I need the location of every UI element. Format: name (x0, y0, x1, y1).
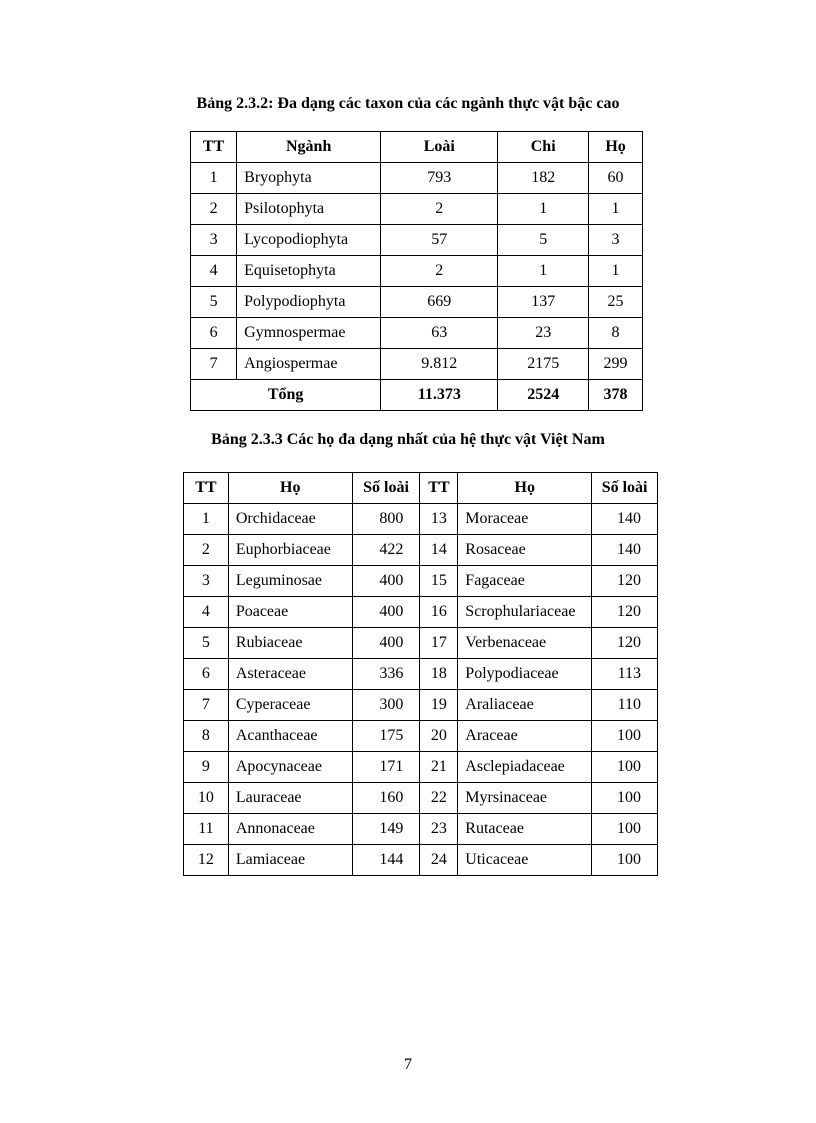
cell-ho-right: Asclepiadaceae (458, 752, 592, 783)
header-ho-left: Họ (228, 473, 352, 504)
cell-tt: 4 (191, 256, 237, 287)
taxon-diversity-table (190, 131, 643, 411)
cell-tt-right: 22 (420, 783, 458, 814)
cell-ho-right: Myrsinaceae (458, 783, 592, 814)
table-row (191, 194, 643, 225)
cell-ho-right: Fagaceae (458, 566, 592, 597)
cell-ho-left: Poaceae (228, 597, 352, 628)
cell-so-loai-right: 140 (592, 504, 658, 535)
cell-chi: 1 (498, 194, 589, 225)
table-row (184, 659, 658, 690)
cell-so-loai-left: 144 (352, 845, 420, 876)
cell-so-loai-right: 113 (592, 659, 658, 690)
cell-so-loai-left: 400 (352, 566, 420, 597)
header-ho-right: Họ (458, 473, 592, 504)
cell-ho: 1 (589, 194, 643, 225)
cell-loai: 793 (381, 163, 498, 194)
cell-so-loai-left: 336 (352, 659, 420, 690)
cell-tt-right: 23 (420, 814, 458, 845)
cell-tt-right: 16 (420, 597, 458, 628)
header-tt-left: TT (184, 473, 229, 504)
table2-caption: Bảng 2.3.3 Các họ đa dạng nhất của hệ thực vật Việt Nam (211, 431, 605, 448)
header-so-loai-right: Số loài (592, 473, 658, 504)
cell-so-loai-right: 100 (592, 845, 658, 876)
cell-tt-left: 4 (184, 597, 229, 628)
cell-tt: 6 (191, 318, 237, 349)
cell-chi: 23 (498, 318, 589, 349)
cell-chi: 182 (498, 163, 589, 194)
cell-chi: 5 (498, 225, 589, 256)
cell-ho-left: Leguminosae (228, 566, 352, 597)
cell-so-loai-right: 100 (592, 721, 658, 752)
cell-loai: 669 (381, 287, 498, 318)
cell-ho-left: Rubiaceae (228, 628, 352, 659)
header-so-loai-left: Số loài (352, 473, 420, 504)
cell-tt: 1 (191, 163, 237, 194)
cell-so-loai-right: 140 (592, 535, 658, 566)
cell-ho-left: Apocynaceae (228, 752, 352, 783)
table-row (184, 597, 658, 628)
cell-chi: 2175 (498, 349, 589, 380)
cell-tt-right: 13 (420, 504, 458, 535)
cell-nganh: Lycopodiophyta (237, 225, 381, 256)
cell-ho-right: Verbenaceae (458, 628, 592, 659)
cell-nganh: Bryophyta (237, 163, 381, 194)
cell-tt-right: 24 (420, 845, 458, 876)
table-row (184, 814, 658, 845)
cell-so-loai-left: 400 (352, 628, 420, 659)
cell-nganh: Gymnospermae (237, 318, 381, 349)
cell-ho: 25 (589, 287, 643, 318)
cell-so-loai-right: 100 (592, 752, 658, 783)
cell-ho-left: Asteraceae (228, 659, 352, 690)
cell-so-loai-left: 175 (352, 721, 420, 752)
cell-tt-right: 21 (420, 752, 458, 783)
table1-caption: Bảng 2.3.2: Đa dạng các taxon của các ngành thực vật bậc cao (196, 95, 620, 112)
cell-ho-right: Scrophulariaceae (458, 597, 592, 628)
cell-tt-right: 15 (420, 566, 458, 597)
cell-ho-left: Annonaceae (228, 814, 352, 845)
cell-tt-left: 11 (184, 814, 229, 845)
cell-so-loai-left: 160 (352, 783, 420, 814)
cell-ho-right: Rutaceae (458, 814, 592, 845)
cell-tt-left: 12 (184, 845, 229, 876)
table1-header-row (191, 132, 643, 163)
cell-nganh: Equisetophyta (237, 256, 381, 287)
cell-ho-right: Polypodiaceae (458, 659, 592, 690)
page-number: 7 (404, 1056, 412, 1073)
header-ho: Họ (589, 132, 643, 163)
cell-tt-left: 7 (184, 690, 229, 721)
cell-so-loai-left: 171 (352, 752, 420, 783)
cell-tt-left: 3 (184, 566, 229, 597)
cell-tt-left: 8 (184, 721, 229, 752)
header-tt-right: TT (420, 473, 458, 504)
cell-so-loai-left: 400 (352, 597, 420, 628)
cell-ho-right: Rosaceae (458, 535, 592, 566)
cell-tt: 5 (191, 287, 237, 318)
cell-loai: 2 (381, 256, 498, 287)
cell-tt: 7 (191, 349, 237, 380)
cell-loai: 2 (381, 194, 498, 225)
table-row (184, 535, 658, 566)
cell-so-loai-right: 120 (592, 566, 658, 597)
cell-tt: 3 (191, 225, 237, 256)
cell-loai: 9.812 (381, 349, 498, 380)
cell-ho-left: Euphorbiaceae (228, 535, 352, 566)
cell-nganh: Angiospermae (237, 349, 381, 380)
cell-ho-right: Moraceae (458, 504, 592, 535)
total-loai: 11.373 (381, 380, 498, 411)
cell-nganh: Polypodiophyta (237, 287, 381, 318)
cell-ho: 3 (589, 225, 643, 256)
cell-chi: 137 (498, 287, 589, 318)
cell-tt-left: 9 (184, 752, 229, 783)
total-label: Tổng (191, 380, 381, 411)
cell-tt-right: 18 (420, 659, 458, 690)
cell-loai: 57 (381, 225, 498, 256)
header-chi: Chi (498, 132, 589, 163)
cell-so-loai-right: 120 (592, 628, 658, 659)
cell-ho: 60 (589, 163, 643, 194)
cell-ho-right: Araceae (458, 721, 592, 752)
table-row (184, 566, 658, 597)
cell-tt-left: 6 (184, 659, 229, 690)
cell-so-loai-left: 300 (352, 690, 420, 721)
cell-ho-right: Araliaceae (458, 690, 592, 721)
cell-so-loai-right: 120 (592, 597, 658, 628)
table-row (191, 163, 643, 194)
cell-tt-left: 10 (184, 783, 229, 814)
cell-nganh: Psilotophyta (237, 194, 381, 225)
cell-so-loai-right: 110 (592, 690, 658, 721)
cell-so-loai-right: 100 (592, 783, 658, 814)
table2-header-row (184, 473, 658, 504)
cell-ho-left: Cyperaceae (228, 690, 352, 721)
cell-tt-right: 17 (420, 628, 458, 659)
table-row (191, 349, 643, 380)
cell-tt-right: 19 (420, 690, 458, 721)
cell-so-loai-left: 800 (352, 504, 420, 535)
cell-ho-left: Lamiaceae (228, 845, 352, 876)
cell-chi: 1 (498, 256, 589, 287)
cell-so-loai-right: 100 (592, 814, 658, 845)
cell-ho-left: Lauraceae (228, 783, 352, 814)
cell-ho-left: Orchidaceae (228, 504, 352, 535)
table-row (191, 287, 643, 318)
table-row (184, 690, 658, 721)
cell-tt-right: 20 (420, 721, 458, 752)
total-chi: 2524 (498, 380, 589, 411)
cell-loai: 63 (381, 318, 498, 349)
table-row (184, 721, 658, 752)
header-nganh: Ngành (237, 132, 381, 163)
table-row (184, 628, 658, 659)
cell-ho: 8 (589, 318, 643, 349)
cell-ho-right: Uticaceae (458, 845, 592, 876)
table-row (191, 256, 643, 287)
table-row (184, 752, 658, 783)
cell-tt: 2 (191, 194, 237, 225)
table-row (184, 783, 658, 814)
cell-tt-left: 1 (184, 504, 229, 535)
cell-tt-left: 5 (184, 628, 229, 659)
table-row (191, 225, 643, 256)
cell-so-loai-left: 422 (352, 535, 420, 566)
cell-ho: 299 (589, 349, 643, 380)
cell-ho: 1 (589, 256, 643, 287)
cell-so-loai-left: 149 (352, 814, 420, 845)
family-diversity-table (183, 472, 658, 876)
cell-ho-left: Acanthaceae (228, 721, 352, 752)
table-row (191, 318, 643, 349)
total-ho: 378 (589, 380, 643, 411)
table-row (184, 845, 658, 876)
cell-tt-left: 2 (184, 535, 229, 566)
table-row (184, 504, 658, 535)
table1-total-row (191, 380, 643, 411)
header-loai: Loài (381, 132, 498, 163)
header-tt: TT (191, 132, 237, 163)
cell-tt-right: 14 (420, 535, 458, 566)
